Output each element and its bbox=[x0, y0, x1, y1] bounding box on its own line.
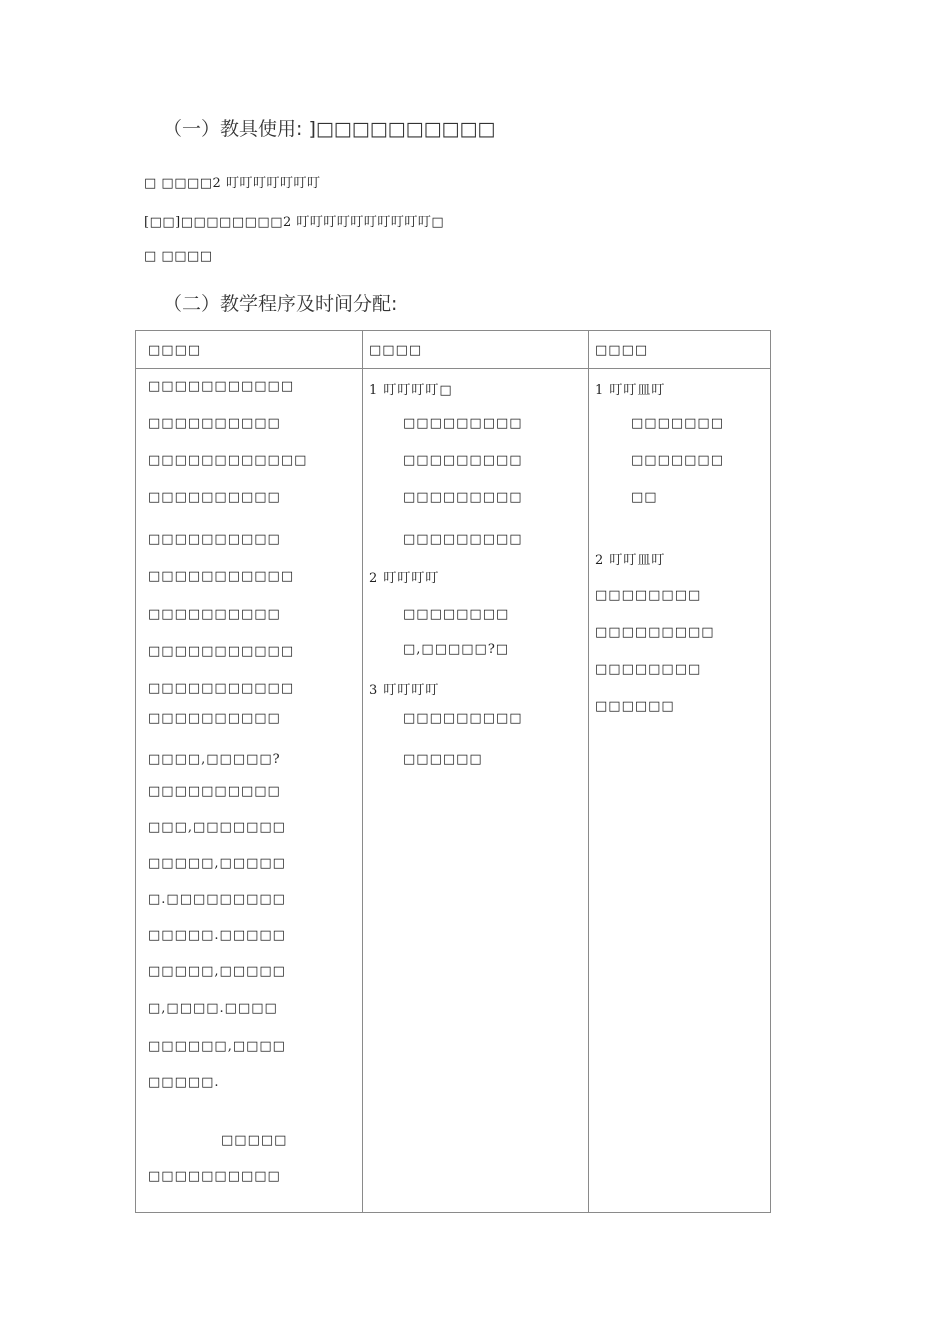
table-cell: □□□□□□□□□ bbox=[403, 453, 523, 468]
table-cell: □□□□□□□□□□□ bbox=[148, 379, 295, 394]
table-cell: □,□□□□□?□ bbox=[403, 642, 510, 657]
table-cell: □□□□□□□□□□□ bbox=[148, 681, 295, 696]
table-cell: 1 叮叮皿叮 bbox=[595, 383, 666, 398]
table-cell: □□□□□□□□□□□ bbox=[148, 644, 295, 659]
table-cell: □□□□□□□□□ bbox=[403, 532, 523, 547]
table-cell: □□□□□□□□□ bbox=[403, 490, 523, 505]
table-cell: □□□□□□□ bbox=[631, 453, 724, 468]
table-header-cell: □□□□ bbox=[595, 343, 649, 358]
table-cell: □□□□□□□□□□ bbox=[148, 532, 281, 547]
table-cell: □□□□□□□□□□□ bbox=[148, 569, 295, 584]
table-cell: □□□□□□□□□□ bbox=[148, 784, 281, 799]
table-cell: □.□□□□□□□□□ bbox=[148, 892, 286, 907]
table-cell: □□□□□.□□□□□ bbox=[148, 928, 286, 943]
table-column-divider bbox=[588, 330, 589, 1213]
table-cell: □□□□□□□□□□□□ bbox=[148, 453, 308, 468]
table-cell: □□□□□□□□□ bbox=[595, 625, 715, 640]
table-cell: □□□□□□□□□ bbox=[403, 416, 523, 431]
section1-line-1: □ □□□□2 叮叮叮叮叮叮叮 bbox=[144, 176, 321, 191]
section2-heading: （二）教学程序及时间分配: bbox=[163, 293, 398, 315]
table-header-divider bbox=[135, 368, 771, 369]
table-header-cell: □□□□ bbox=[148, 343, 202, 358]
table-cell: □□□□□□□□□□ bbox=[148, 607, 281, 622]
table-cell: □□□□□□□□□ bbox=[403, 711, 523, 726]
table-cell: □□□□□□□□□□ bbox=[148, 490, 281, 505]
table-cell: □□□□□□□□□□ bbox=[148, 416, 281, 431]
table-cell: 1 叮叮叮叮□ bbox=[369, 383, 453, 398]
table-cell: □□□□□ bbox=[221, 1133, 288, 1148]
table-cell: □□□□□,□□□□□ bbox=[148, 856, 286, 871]
table-cell: □□□□□□ bbox=[403, 752, 483, 767]
section1-heading: （一）教具使用: ]□□□□□□□□□□ bbox=[163, 118, 496, 140]
table-cell: □□□□□□ bbox=[595, 699, 675, 714]
table-cell: □,□□□□.□□□□ bbox=[148, 1001, 278, 1016]
table-cell: □□□□□□□□ bbox=[595, 662, 702, 677]
table-cell: □□□□□□□ bbox=[631, 416, 724, 431]
section1-line-2: [□□]□□□□□□□□2 叮叮叮叮叮叮叮叮叮叮□ bbox=[144, 215, 445, 230]
table-cell: 2 叮叮皿叮 bbox=[595, 553, 666, 568]
table-column-divider bbox=[362, 330, 363, 1213]
table-cell: 3 叮叮叮叮 bbox=[369, 683, 440, 698]
table-cell: □□□□□□□□ bbox=[595, 588, 702, 603]
table-cell: □□□□□□□□□□ bbox=[148, 1169, 281, 1184]
table-cell: □□ bbox=[631, 490, 658, 505]
table-cell: □□□□□. bbox=[148, 1075, 220, 1090]
table-cell: □□□□□□,□□□□ bbox=[148, 1039, 286, 1054]
table-cell: □□□□□□□□□□ bbox=[148, 711, 281, 726]
table-cell: □□□□□□□□ bbox=[403, 607, 510, 622]
table-header-cell: □□□□ bbox=[369, 343, 423, 358]
table-cell: □□□□,□□□□□? bbox=[148, 752, 281, 767]
table-cell: □□□□□,□□□□□ bbox=[148, 964, 286, 979]
table-cell: 2 叮叮叮叮 bbox=[369, 571, 440, 586]
section1-line-3: □ □□□□ bbox=[144, 249, 213, 264]
table-cell: □□□,□□□□□□□ bbox=[148, 820, 286, 835]
